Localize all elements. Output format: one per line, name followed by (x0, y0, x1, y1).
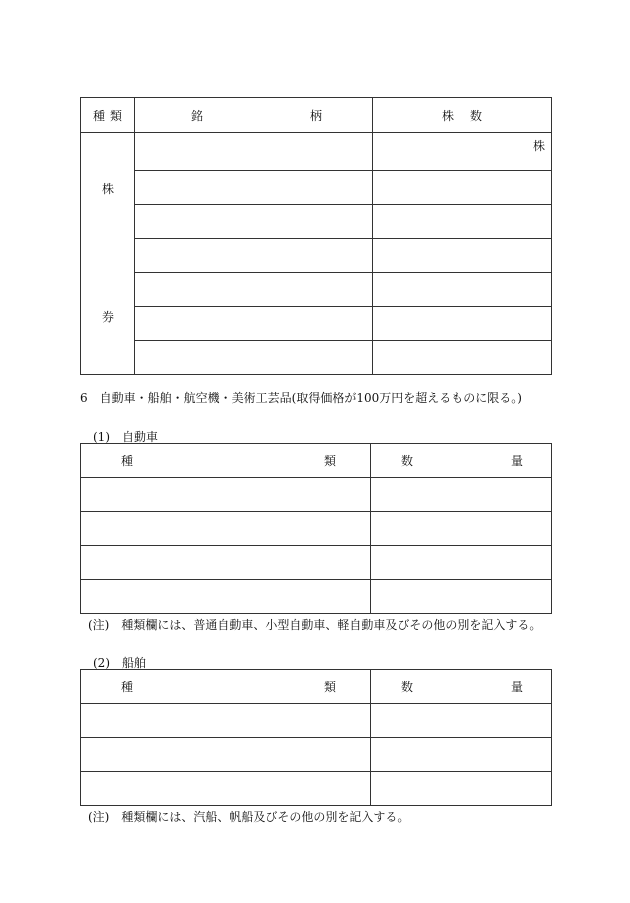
header-char: 量 (510, 454, 523, 468)
cars-kind-cell[interactable] (81, 512, 371, 546)
cars-qty-cell[interactable] (371, 546, 552, 580)
cars-header-qty (371, 444, 552, 478)
table-row (81, 239, 552, 273)
stocks-name-cell[interactable] (135, 133, 373, 171)
cars-qty-cell[interactable] (371, 580, 552, 614)
stocks-name-cell[interactable] (135, 341, 373, 375)
stocks-name-cell[interactable] (135, 205, 373, 239)
table-row (81, 704, 552, 738)
header-char: 数 (401, 454, 414, 468)
stocks-name-cell[interactable] (135, 273, 373, 307)
header-char: 類 (109, 108, 122, 123)
cars-label: (1) 自動車 (93, 430, 158, 444)
stocks-name-cell[interactable] (135, 239, 373, 273)
ships-kind-cell[interactable] (81, 738, 371, 772)
cars-qty-cell[interactable] (371, 478, 552, 512)
cars-header-kind (81, 444, 371, 478)
ships-qty-cell[interactable] (371, 772, 552, 806)
ships-table (80, 669, 552, 806)
stocks-header-qty (373, 98, 552, 133)
table-row (81, 171, 552, 205)
stocks-header-name (135, 98, 373, 133)
ships-header-row (81, 670, 552, 704)
header-char: 数 (470, 108, 483, 123)
unit-label: 株 (532, 139, 545, 153)
table-row (81, 307, 552, 341)
header-char: 柄 (309, 108, 322, 123)
cars-note: (注) 種類欄には、普通自動車、小型自動車、軽自動車及びその他の別を記入する。 (88, 618, 542, 632)
cars-kind-cell[interactable] (81, 546, 371, 580)
ships-kind-cell[interactable] (81, 704, 371, 738)
stocks-table (80, 97, 552, 375)
cars-kind-cell[interactable] (81, 580, 371, 614)
header-char: 種 (93, 108, 106, 123)
header-char: 数 (401, 680, 414, 694)
cars-table (80, 443, 552, 614)
header-char: 銘 (191, 108, 204, 123)
table-row (81, 478, 552, 512)
ships-note: (注) 種類欄には、汽船、帆船及びその他の別を記入する。 (88, 810, 410, 824)
header-char: 量 (510, 680, 523, 694)
stocks-header-kind (81, 98, 135, 133)
table-row (81, 512, 552, 546)
kind-char: 株 (101, 182, 114, 196)
table-row (81, 546, 552, 580)
kind-char: 券 (101, 310, 114, 324)
stocks-qty-cell[interactable] (373, 133, 552, 171)
stocks-kind-cell[interactable] (81, 133, 135, 375)
stocks-qty-cell[interactable] (373, 341, 552, 375)
table-row (81, 273, 552, 307)
table-row (81, 772, 552, 806)
cars-kind-cell[interactable] (81, 478, 371, 512)
stocks-qty-cell[interactable] (373, 171, 552, 205)
stocks-qty-cell[interactable] (373, 205, 552, 239)
header-char: 株 (441, 108, 454, 123)
section6-title: 6 自動車・船舶・航空機・美術工芸品(取得価格が100万円を超えるものに限る。) (80, 391, 522, 405)
stocks-name-cell[interactable] (135, 171, 373, 205)
header-char: 類 (323, 454, 336, 468)
cars-header-row (81, 444, 552, 478)
table-row (81, 133, 552, 171)
stocks-qty-cell[interactable] (373, 239, 552, 273)
header-char: 種 (121, 454, 134, 468)
ships-kind-cell[interactable] (81, 772, 371, 806)
ships-qty-cell[interactable] (371, 738, 552, 772)
stocks-name-cell[interactable] (135, 307, 373, 341)
table-row (81, 580, 552, 614)
table-row (81, 341, 552, 375)
stocks-header-row (81, 98, 552, 133)
stocks-qty-cell[interactable] (373, 273, 552, 307)
header-char: 種 (121, 680, 134, 694)
ships-header-kind (81, 670, 371, 704)
cars-qty-cell[interactable] (371, 512, 552, 546)
stocks-qty-cell[interactable] (373, 307, 552, 341)
header-char: 類 (323, 680, 336, 694)
ships-label: (2) 船舶 (93, 656, 146, 670)
ships-qty-cell[interactable] (371, 704, 552, 738)
table-row (81, 738, 552, 772)
table-row (81, 205, 552, 239)
ships-header-qty (371, 670, 552, 704)
